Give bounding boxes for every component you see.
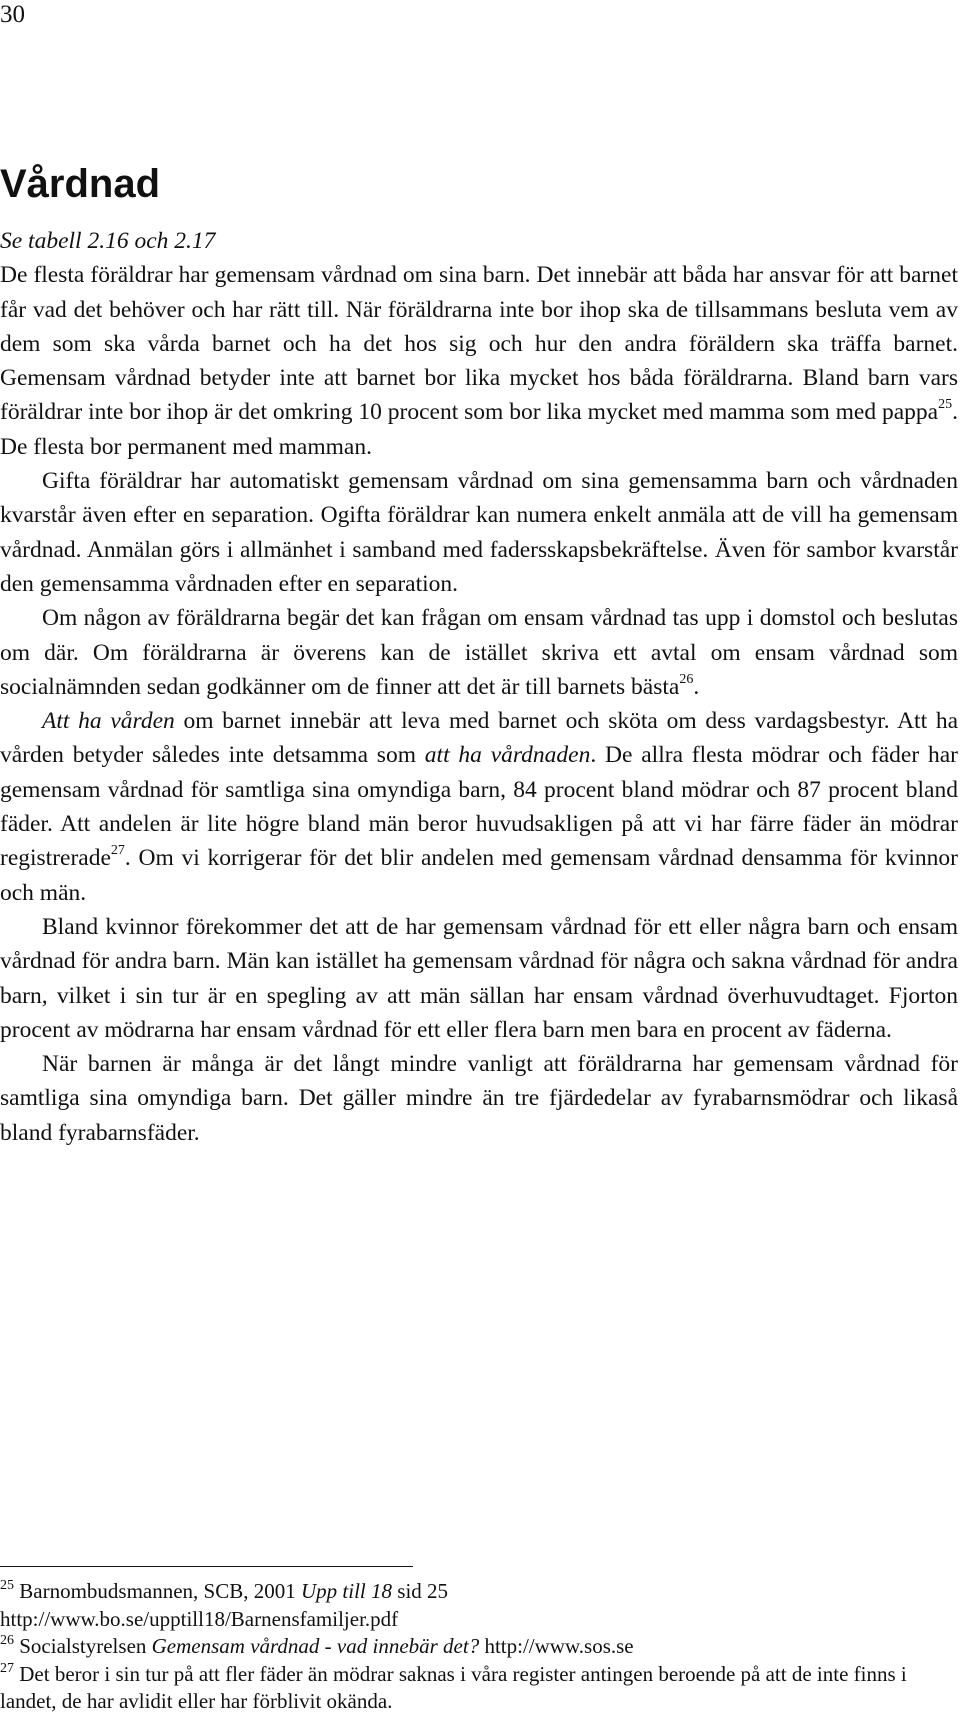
paragraph-1 [0,258,958,464]
footnote-ref-26[interactable]: 26 [679,671,694,687]
paragraph-4-text-end: . Om vi korrigerar för det blir andelen med gemensam vårdnad densamma för kvinnor och män. [0,845,958,906]
footnote-text: Socialstyrelsen [14,1634,152,1658]
page-number: 30 [0,1,25,28]
paragraph-4 [0,704,958,910]
page-title: Vårdnad [0,162,161,206]
paragraph-1-text-end: . De flesta bor permanent med mamman. [0,399,958,460]
footnote-title: Gemensam vårdnad - vad innebär det? [151,1634,480,1658]
footnote-number: 27 [0,1660,14,1676]
footnote-separator [0,1566,413,1567]
paragraph-3-text-end: . [693,673,700,700]
paragraph-6: När barnen är många är det långt mindre vanligt att föräldrarna har gemensam vårdnad för samtliga sina omyndiga barn. Det gäller mindre än tre fjärdedelar av fyrabarnsmödrar och likaså bland fyrabarnsfäder. [0,1051,958,1146]
footnote-ref-25[interactable]: 25 [938,397,953,413]
paragraph-3-text: Om någon av föräldrarna begär det kan frågan om ensam vårdnad tas upp i domstol och beslutas om där. Om föräldrarna är överens kan de istället skriva ett avtal om ensam vårdnad som socialnämnden sedan godkänner om de finner att det är till barnets bästa [0,605,958,700]
footnotes [0,1578,958,1716]
paragraph-5: Bland kvinnor förekommer det att de har gemensam vårdnad för ett eller några barn och ensam vårdnad för andra barn. Män kan istället ha gemensam vårdnad för några och sakna vårdnad för andra barn, vilket i sin tur är en spegling av att män sällan har ensam vårdnad överhuvudtaget. Fjorton procent av mödrarna har ensam vårdnad för ett eller flera barn men bara en procent av fäderna. [0,913,958,1043]
paragraph-4-text-middle: . De allra flesta mödrar och fäder har gemensam vårdnad för samtliga sina omyndiga barn, 84 procent bland mödrar och 87 procent bland fäder. Att andelen är lite högre bland män beror huvudsakligen på att vi har färre fäder än mödrar registrerade [0,742,958,872]
paragraph-3 [0,601,958,704]
footnote-text: Det beror i sin tur på att fler fäder än mödrar saknas i våra register antingen beroende på att de inte finns i landet, de har avlidit eller har förblivit okända. [0,1661,907,1713]
table-reference: Se tabell 2.16 och 2.17 [0,228,216,254]
footnote-25 [0,1578,958,1606]
term-att-ha-vardnaden: att ha vårdnaden [424,742,591,769]
footnote-26 [0,1633,958,1661]
footnote-number: 25 [0,1578,14,1593]
footnote-number: 26 [0,1633,14,1648]
body-text [0,224,958,1150]
paragraph-2: Gifta föräldrar har automatiskt gemensam vårdnad om sina gemensamma barn och vårdnaden kvarstår även efter en separation. Ogifta föräldrar kan numera enkelt anmäla att de vill ha gemensam vårdnad. Anmälan görs i allmänhet i samband med fadersskapsbekräftelse. Även för sambor kvarstår den gemensamma vårdnaden efter en separation. [0,468,958,597]
footnote-ref-27[interactable]: 27 [110,843,125,859]
footnote-text: Barnombudsmannen, SCB, 2001 [14,1579,301,1603]
paragraph-1-text: De flesta föräldrar har gemensam vårdnad om sina barn. Det innebär att båda har ansvar för att barnet får vad det behöver och har rätt till. När föräldrarna inte bor ihop ska de tillsammans besluta vem av dem som ska vårda barnet och ha det hos sig och hur den andra föräldern ska träffa barnet. Gemensam vårdnad betyder inte att barnet bor lika mycket hos båda föräldrarna. Bland barn vars föräldrar inte bor ihop är det omkring 10 procent som bor lika mycket med mamma som med pappa [0,262,958,426]
footnote-url[interactable]: http://www.sos.se [479,1634,634,1658]
footnote-title: Upp till 18 [301,1579,393,1603]
footnote-text: sid 25 [392,1579,449,1603]
footnote-25-url[interactable]: http://www.bo.se/upptill18/Barnensfamiljer.pdf [0,1606,399,1631]
paragraph-4-text: om barnet innebär att leva med barnet och sköta om dess vardagsbestyr. Att ha vården betyder således inte detsamma som [0,708,959,769]
term-att-ha-varden: Att ha vården [42,708,175,735]
footnote-27 [0,1661,958,1716]
